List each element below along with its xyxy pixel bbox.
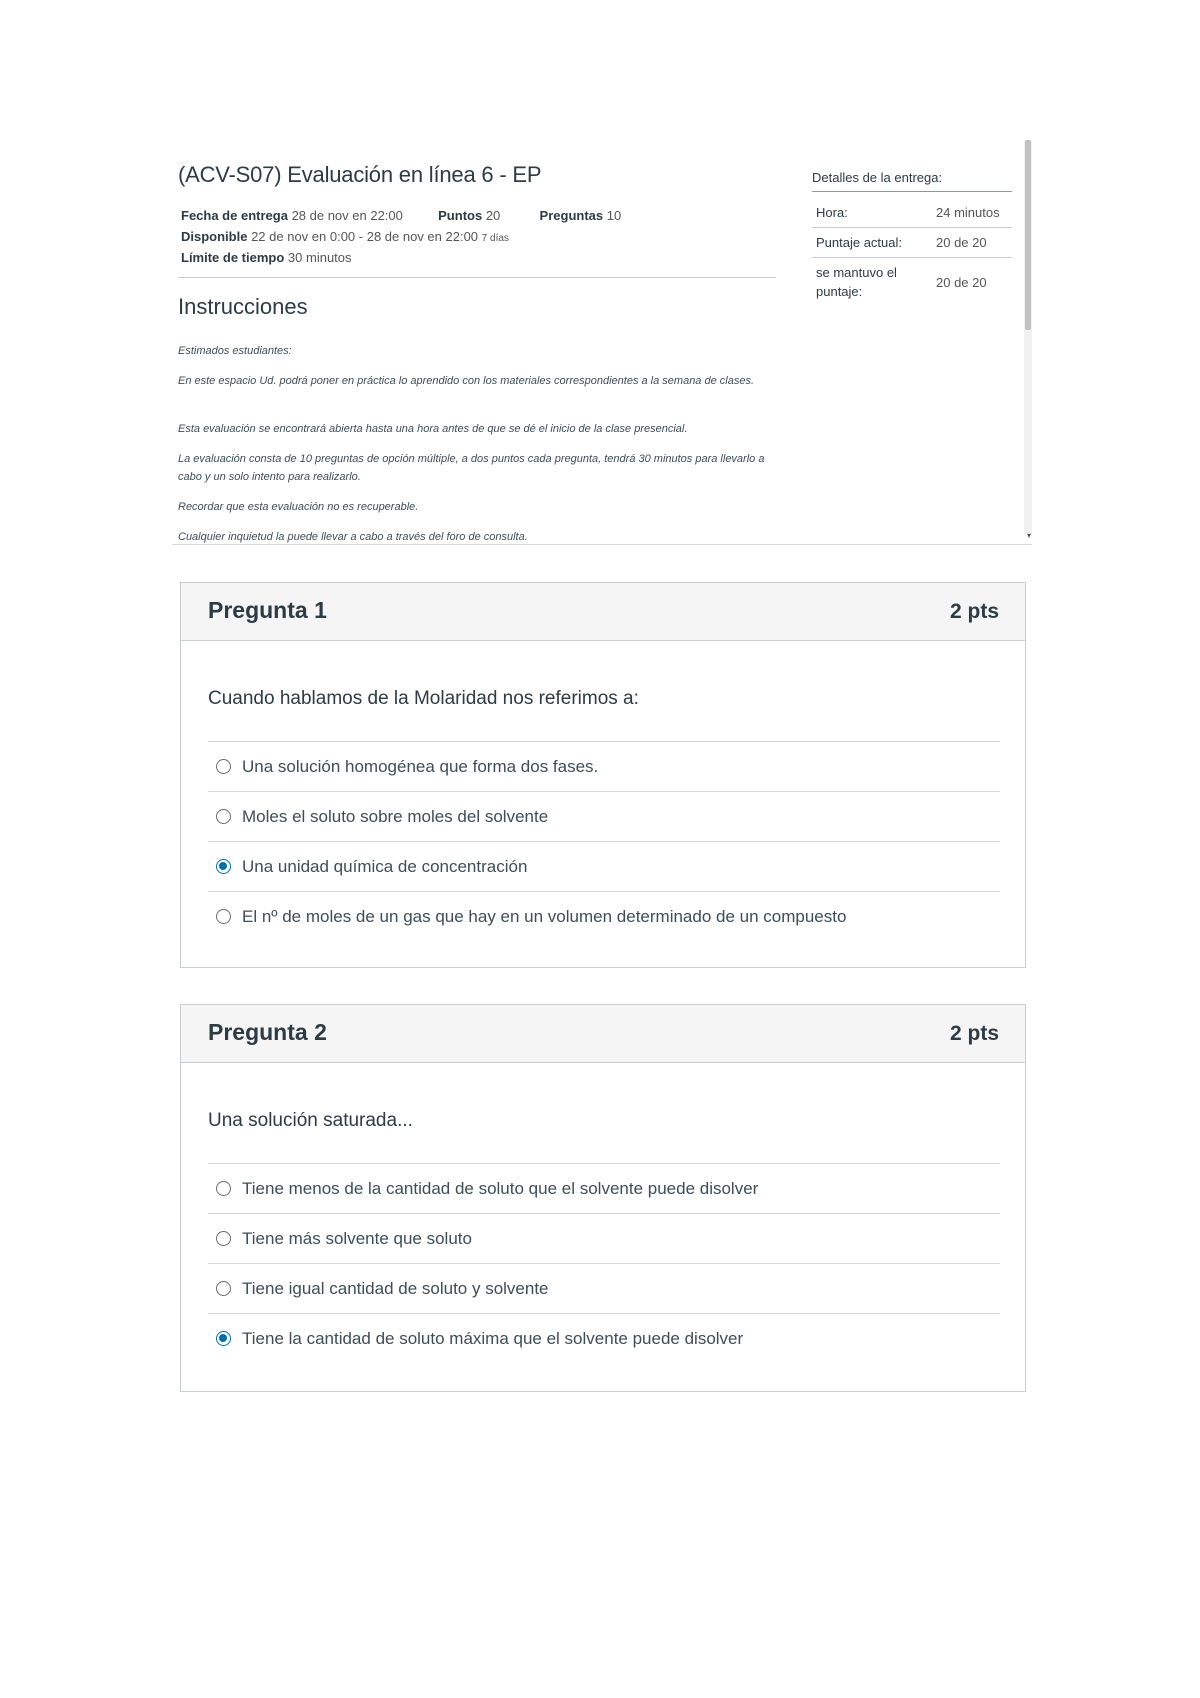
details-label: se mantuvo el puntaje: <box>816 265 897 299</box>
question-text: Cuando hablamos de la Molaridad nos referimos a: <box>208 688 639 709</box>
answer-label: El nº de moles de un gas que hay en un volumen determinado de un compuesto <box>242 906 847 926</box>
submission-details <box>812 170 1012 306</box>
radio-button[interactable] <box>216 1181 231 1196</box>
question-header <box>181 583 1025 641</box>
radio-button[interactable] <box>216 759 231 774</box>
details-row <box>812 228 1012 258</box>
radio-button[interactable] <box>216 1281 231 1296</box>
points-value: 20 <box>485 208 501 223</box>
answer-label: Tiene más solvente que soluto <box>242 1228 472 1248</box>
due-date-value: 28 de nov en 22:00 <box>291 208 403 223</box>
answer-list <box>208 741 1000 941</box>
available-value: 22 de nov en 0:00 - 28 de nov en 22:00 <box>251 229 479 244</box>
quiz-header-panel <box>172 140 1032 545</box>
answer-option[interactable] <box>208 1213 1000 1263</box>
instructions-paragraph: Estimados estudiantes: <box>178 345 292 357</box>
details-row <box>812 198 1012 228</box>
instructions-paragraph: Recordar que esta evaluación no es recuperable. <box>178 501 419 513</box>
time-limit-label: Límite de tiempo <box>181 250 285 265</box>
answer-label: Una unidad química de concentración <box>242 856 528 876</box>
available-days: 7 días <box>481 233 509 244</box>
question-title: Pregunta 1 <box>208 597 327 623</box>
time-limit-value: 30 minutos <box>287 250 352 265</box>
submission-details-table <box>812 198 1012 306</box>
question-points: 2 pts <box>949 600 999 623</box>
details-value: 20 de 20 <box>936 274 987 290</box>
details-value: 20 de 20 <box>932 228 1012 258</box>
quiz-meta-row <box>181 208 621 223</box>
answer-label: Una solución homogénea que forma dos fases. <box>242 756 599 776</box>
due-date-label: Fecha de entrega <box>181 208 288 223</box>
instructions-paragraph: La evaluación consta de 10 preguntas de opción múltiple, a dos puntos cada pregunta, tendrá 30 minutos para llevarlo a cabo y un solo intento para realizarlo. <box>178 453 765 483</box>
instructions-paragraph: Esta evaluación se encontrará abierta hasta una hora antes de que se dé el inicio de la clase presencial. <box>178 423 688 435</box>
answer-option[interactable] <box>208 891 1000 941</box>
question-card <box>180 582 1026 968</box>
radio-button[interactable] <box>216 809 231 824</box>
question-card <box>180 1004 1026 1392</box>
answer-option-selected[interactable] <box>208 841 1000 891</box>
answer-label: Moles el soluto sobre moles del solvente <box>242 806 549 826</box>
instructions-paragraph: En este espacio Ud. podrá poner en práctica lo aprendido con los materiales correspondientes a la semana de clases. <box>178 375 755 387</box>
details-label: Puntaje actual: <box>812 228 932 258</box>
radio-button-selected[interactable] <box>216 1331 231 1346</box>
answer-option[interactable] <box>208 741 1000 791</box>
question-points: 2 pts <box>949 1022 999 1045</box>
answer-label: Tiene la cantidad de soluto máxima que el solvente puede disolver <box>242 1328 744 1348</box>
radio-button[interactable] <box>216 909 231 924</box>
answer-list <box>208 1163 1000 1363</box>
time-limit-row <box>181 250 352 265</box>
points-label: Puntos <box>438 208 483 223</box>
answer-option[interactable] <box>208 791 1000 841</box>
answer-label: Tiene igual cantidad de soluto y solvente <box>242 1278 549 1298</box>
radio-button[interactable] <box>216 1231 231 1246</box>
details-row <box>812 258 1012 307</box>
instructions-heading: Instrucciones <box>178 294 308 319</box>
scrollbar-thumb[interactable] <box>1025 140 1031 330</box>
scroll-down-icon[interactable]: ▾ <box>1026 531 1031 540</box>
question-header <box>181 1005 1025 1063</box>
answer-option[interactable] <box>208 1163 1000 1213</box>
quiz-title: (ACV-S07) Evaluación en línea 6 - EP <box>178 162 542 187</box>
answer-option[interactable] <box>208 1263 1000 1313</box>
instructions-paragraph: Cualquier inquietud la puede llevar a cabo a través del foro de consulta. <box>178 531 528 543</box>
divider <box>178 277 776 278</box>
details-value: 24 minutos <box>932 198 1012 228</box>
radio-button-selected[interactable] <box>216 859 231 874</box>
scrollbar[interactable] <box>1024 140 1032 534</box>
question-title: Pregunta 2 <box>208 1019 327 1045</box>
questions-count-value: 10 <box>606 208 622 223</box>
availability-row <box>181 229 509 244</box>
question-text: Una solución saturada... <box>208 1110 413 1131</box>
questions-count-label: Preguntas <box>539 208 604 223</box>
details-label: Hora: <box>812 198 932 228</box>
available-label: Disponible <box>181 229 248 244</box>
submission-details-heading: Detalles de la entrega: <box>812 170 1012 192</box>
answer-label: Tiene menos de la cantidad de soluto que el solvente puede disolver <box>242 1178 759 1198</box>
answer-option-selected[interactable] <box>208 1313 1000 1363</box>
